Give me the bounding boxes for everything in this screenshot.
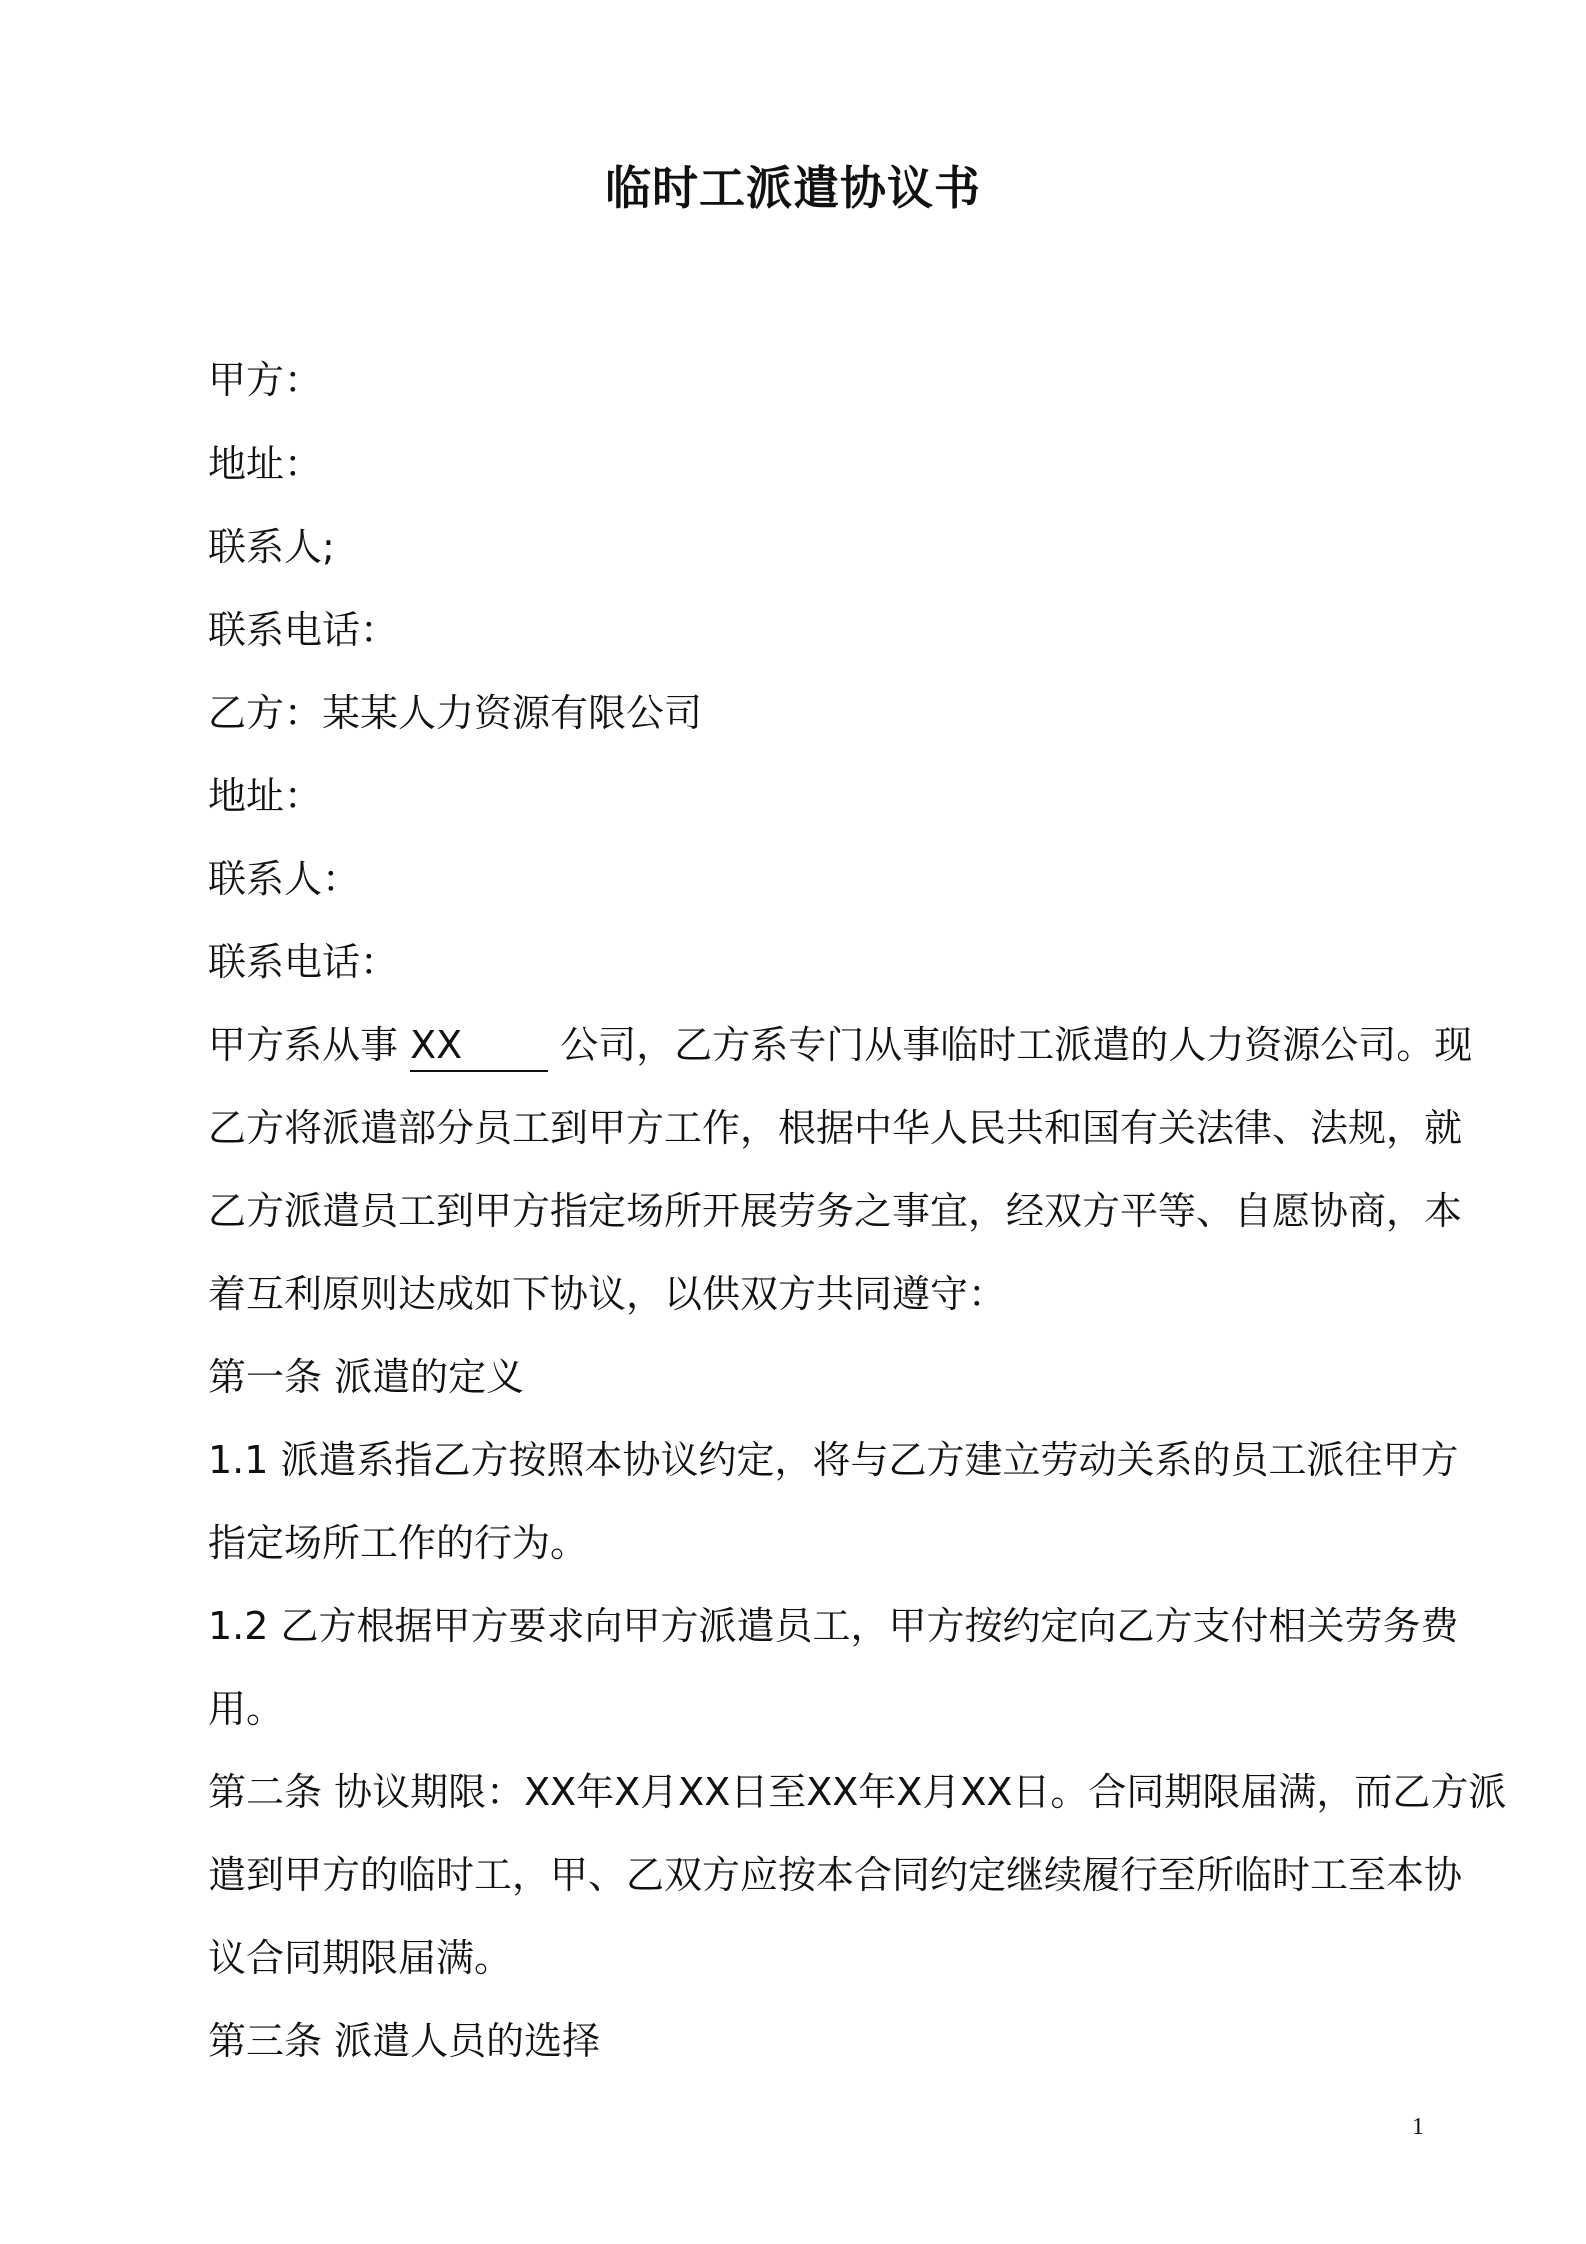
intro-prefix: 甲方系从事 (208, 1023, 399, 1067)
article-2-line-1: 第二条 协议期限：XX年X月XX日至XX年X月XX日。合同期限届满，而乙方派 (208, 1770, 1507, 1814)
intro-line-1 (208, 1017, 1473, 1073)
page-number: 1 (1412, 2114, 1424, 2140)
clause-1-1-line-2: 指定场所工作的行为。 (208, 1521, 589, 1565)
party-b-name: 某某人力资源有限公司 (322, 691, 703, 735)
document-title: 临时工派遣协议书 (605, 161, 981, 215)
party-b-address: 地址： (208, 774, 323, 818)
company-type-blank: XX (410, 1020, 548, 1072)
party-b-line (208, 685, 702, 741)
article-3-heading: 第三条 派遣人员的选择 (208, 2019, 601, 2063)
intro-line-4: 着互利原则达成如下协议，以供双方共同遵守： (208, 1272, 1007, 1316)
clause-1-1-line-1: 1.1 派遣系指乙方按照本协议约定，将与乙方建立劳动关系的员工派往甲方 (208, 1438, 1459, 1482)
intro-suffix: 公司，乙方系专门从事临时工派遣的人力资源公司。现 (560, 1023, 1473, 1067)
clause-1-2-line-1: 1.2 乙方根据甲方要求向甲方派遣员工，甲方按约定向乙方支付相关劳务费 (208, 1604, 1459, 1648)
intro-line-2: 乙方将派遣部分员工到甲方工作，根据中华人民共和国有关法律、法规，就 (208, 1106, 1463, 1150)
clause-1-2-line-2: 用。 (208, 1687, 285, 1731)
party-b-phone: 联系电话： (208, 940, 399, 984)
party-a-phone: 联系电话： (208, 608, 399, 652)
party-b-label: 乙方： (208, 691, 323, 735)
article-2-line-3: 议合同期限届满。 (208, 1936, 513, 1980)
intro-line-3: 乙方派遣员工到甲方指定场所开展劳务之事宜，经双方平等、自愿协商，本 (208, 1189, 1463, 1233)
party-a-address: 地址： (208, 442, 323, 486)
party-b-contact: 联系人： (208, 857, 361, 901)
party-a-label: 甲方： (208, 358, 323, 402)
article-2-line-2: 遣到甲方的临时工，甲、乙双方应按本合同约定继续履行至所临时工至本协 (208, 1853, 1463, 1897)
article-1-heading: 第一条 派遣的定义 (208, 1355, 525, 1399)
party-a-contact: 联系人; (208, 525, 335, 569)
